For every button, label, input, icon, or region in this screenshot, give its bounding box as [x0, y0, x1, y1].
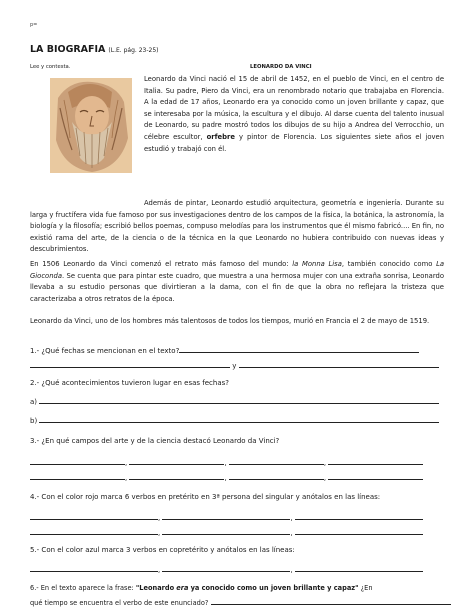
answer-line-3h[interactable] — [328, 473, 423, 480]
question-6-line-2 — [30, 598, 451, 607]
conjunction-y: y — [232, 362, 237, 370]
monalisa-text-start: En 1506 Leonardo da Vinci comenzó el retrato más famoso del mundo: — [30, 260, 289, 268]
monalisa-italic-title: la Monna Lisa — [292, 260, 342, 268]
answer-line-6[interactable] — [211, 598, 451, 605]
question-2: 2.- ¿Qué acontecimientos tuvieron lugar en esas fechas? — [30, 379, 229, 387]
monalisa-text-mid: , también conocido como — [341, 260, 433, 268]
question-6-start: 6.- En el texto aparece la frase: — [30, 584, 134, 592]
question-4-lines-2: , , — [30, 528, 423, 537]
option-b-label: b) — [30, 417, 38, 425]
page-title — [30, 44, 159, 55]
answer-line-3b[interactable] — [129, 458, 224, 465]
answer-line-5b[interactable] — [162, 565, 290, 572]
paragraph-birth — [144, 74, 444, 155]
question-4: 4.- Con el color rojo marca 6 verbos en pretérito en 3ª persona del singular y anótalos en las líneas: — [30, 493, 381, 501]
monalisa-text-end: . Se cuenta que para pintar este cuadro, que muestra a una hermosa mujer con una extraña sonrisa, Leonardo llevaba a su estudio personas que divirtieran a la dama, con el fin de que la obra no reflejara la tristeza que caracterizaba a otros retratos de la época. — [30, 271, 444, 303]
paragraph-studies: Además de pintar, Leonardo estudió arquitectura, geometría e ingeniería. Durante su larga y fructífera vida fue famoso por sus investigaciones dentro de los campos de la física, la botánica, la astronomía, la biología y la filosofía; escribió bellos poemas, compuso melodías para los instrumentos que él mismo fabricó.... En fin, no existió rama del arte, de la ciencia o de la técnica en la que Leonardo no hubiera contribuido con nuevas ideas y descubrimientos. — [30, 199, 444, 254]
corner-mark: p= — [30, 22, 38, 28]
question-2-a — [30, 397, 439, 406]
answer-line-1a[interactable] — [179, 346, 419, 353]
question-6-text-2: qué tiempo se encuentra el verbo de este enunciado? — [30, 599, 209, 607]
answer-line-4d[interactable] — [30, 528, 158, 535]
answer-line-3e[interactable] — [30, 473, 125, 480]
answer-line-3a[interactable] — [30, 458, 125, 465]
paragraph-birth-text: Leonardo da Vinci nació el 15 de abril de 1452, en el pueblo de Vinci, en el centro de Italia. Su padre, Piero da Vinci, era un renombrado notario que trabajaba en Florencia. A la edad de 17 años, Leonardo era ya conocido como un joven brillante y capaz, que se interesaba por la música, la escultura y el dibujo. Al darse cuenta del talento inusual de Leonardo, su padre mostró todos los dibujos de su hijo a Andrea del Verrocchio, un célebre escultor, — [144, 75, 444, 141]
question-6-end: ¿En — [360, 584, 373, 592]
answer-line-4c[interactable] — [295, 513, 423, 520]
question-3-lines: , , , — [30, 458, 423, 467]
question-3: 3.- ¿En qué campos del arte y de la ciencia destacó Leonardo da Vinci? — [30, 437, 280, 445]
option-a-label: a) — [30, 398, 38, 406]
title-text: LA BIOGRAFIA — [30, 44, 106, 55]
question-4-lines: , , — [30, 513, 423, 522]
answer-line-2a[interactable] — [39, 397, 439, 404]
answer-line-5c[interactable] — [295, 565, 423, 572]
question-3-lines-2: , , , — [30, 473, 423, 482]
question-1 — [30, 346, 419, 355]
answer-line-3g[interactable] — [229, 473, 324, 480]
answer-line-3c[interactable] — [229, 458, 324, 465]
answer-line-4f[interactable] — [295, 528, 423, 535]
answer-line-4e[interactable] — [162, 528, 290, 535]
paragraph-birth-end: y pintor de Florencia. Los siguientes siete años el joven estudió y trabajó con él. — [144, 132, 445, 153]
question-6 — [30, 584, 373, 592]
paragraph-monalisa — [30, 259, 444, 305]
question-2-b — [30, 416, 439, 425]
answer-line-1c[interactable] — [239, 361, 439, 368]
portrait-image — [50, 78, 132, 173]
gioconda-italic-title: La Gioconda — [30, 260, 445, 280]
answer-line-2b[interactable] — [39, 416, 439, 423]
question-5: 5.- Con el color azul marca 3 verbos en copretérito y anótalos en las líneas: — [30, 546, 295, 554]
paragraph-death: Leonardo da Vinci, uno de los hombres más talentosos de todos los tiempos, murió en Francia el 2 de mayo de 1519. — [30, 317, 430, 325]
reading-title: LEONARDO DA VINCI — [250, 64, 312, 70]
answer-line-5a[interactable] — [30, 565, 158, 572]
quote-part-a: "Leonardo — [135, 584, 175, 592]
answer-line-4a[interactable] — [30, 513, 158, 520]
answer-line-1b[interactable] — [30, 361, 230, 368]
quote-part-b: ya conocido como un joven brillante y capaz" — [190, 584, 359, 592]
answer-line-4b[interactable] — [162, 513, 290, 520]
answer-line-3f[interactable] — [129, 473, 224, 480]
book-reference: (L.E. pág. 23-25) — [108, 47, 159, 54]
bold-word-orfebre: orfebre — [206, 132, 235, 141]
question-5-lines: , , — [30, 565, 423, 574]
question-1-text: 1.- ¿Qué fechas se mencionan en el texto? — [30, 347, 180, 355]
question-1-line-2 — [30, 361, 439, 370]
quote-verb: era — [176, 584, 189, 592]
answer-line-3d[interactable] — [328, 458, 423, 465]
instruction-text: Lee y contesta. — [30, 64, 71, 70]
